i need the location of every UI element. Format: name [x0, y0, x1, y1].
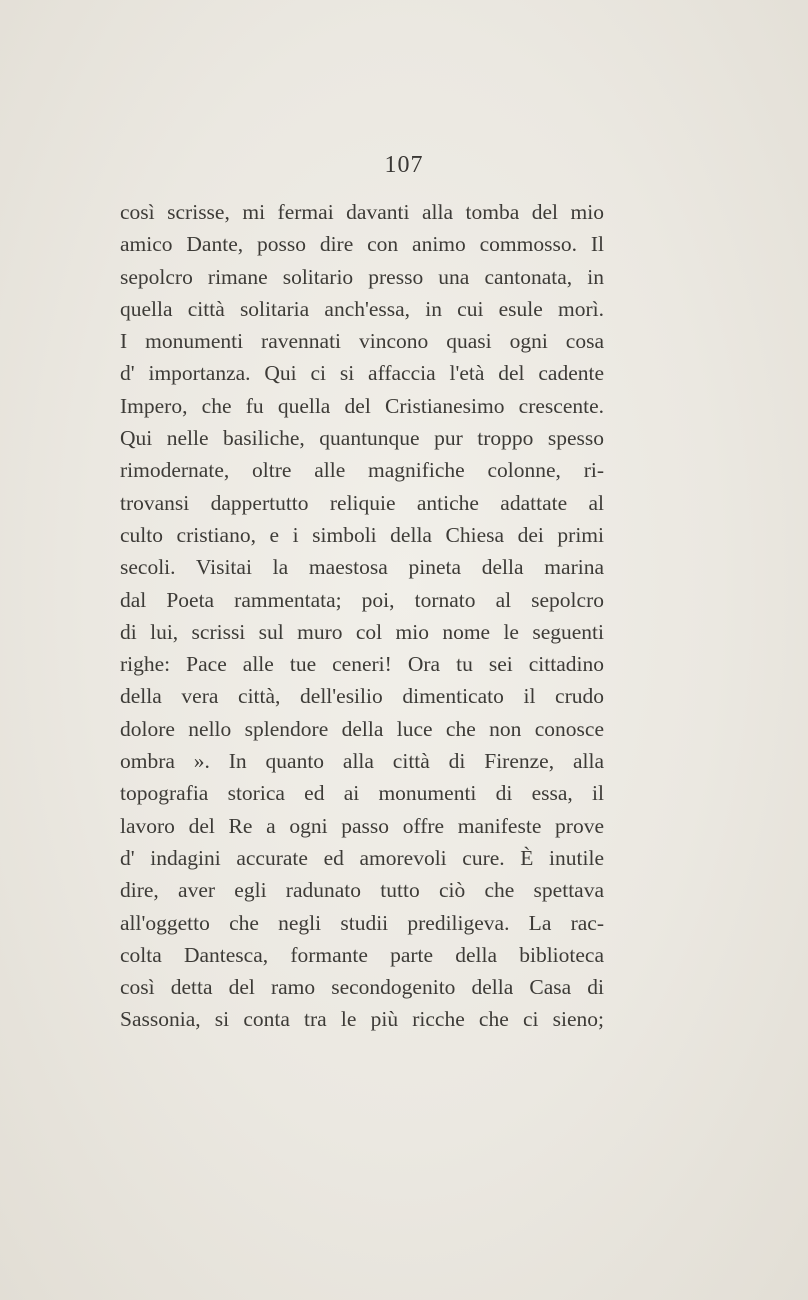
- text-line: topografia storica ed ai monumenti di essa, il: [120, 781, 604, 806]
- text-line: quella città solitaria anch'essa, in cui esule morì.: [120, 296, 604, 321]
- text-line: della vera città, dell'esilio dimenticato il crudo: [120, 684, 604, 709]
- text-line: all'oggetto che negli studii prediligeva. La rac-: [120, 910, 604, 935]
- text-line: trovansi dappertutto reliquie antiche adattate al: [120, 490, 604, 515]
- text-line: lavoro del Re a ogni passo offre manifeste prove: [120, 813, 604, 838]
- text-line: ombra ». In quanto alla città di Firenze, alla: [120, 749, 604, 774]
- text-line: di lui, scrissi sul muro col mio nome le seguenti: [120, 619, 604, 644]
- text-line: rimodernate, oltre alle magnifiche colonne, ri-: [120, 458, 604, 483]
- text-line: dolore nello splendore della luce che non conosce: [120, 716, 604, 741]
- text-line: Impero, che fu quella del Cristianesimo crescente.: [120, 393, 604, 418]
- page-number: 107: [384, 152, 424, 178]
- body-text: [120, 196, 604, 1036]
- text-line: Qui nelle basiliche, quantunque pur troppo spesso: [120, 426, 604, 451]
- text-line: I monumenti ravennati vincono quasi ogni cosa: [120, 329, 604, 354]
- text-line: dal Poeta rammentata; poi, tornato al sepolcro: [120, 587, 604, 612]
- text-line: amico Dante, posso dire con animo commosso. Il: [120, 232, 604, 257]
- text-line: così scrisse, mi fermai davanti alla tomba del mio: [120, 200, 604, 224]
- text-line: Sassonia, si conta tra le più ricche che ci sieno;: [120, 1007, 604, 1032]
- text-line: così detta del ramo secondogenito della Casa di: [120, 975, 604, 1000]
- text-line: colta Dantesca, formante parte della biblioteca: [120, 942, 604, 967]
- text-line: righe: Pace alle tue ceneri! Ora tu sei cittadino: [120, 652, 604, 677]
- text-line: secoli. Visitai la maestosa pineta della marina: [120, 555, 604, 580]
- text-line: dire, aver egli radunato tutto ciò che spettava: [120, 878, 604, 903]
- text-line: culto cristiano, e i simboli della Chiesa dei primi: [120, 522, 604, 547]
- text-line: sepolcro rimane solitario presso una cantonata, in: [120, 264, 604, 289]
- text-line: d' importanza. Qui ci si affaccia l'età del cadente: [120, 361, 604, 386]
- text-line: d' indagini accurate ed amorevoli cure. È inutile: [120, 845, 604, 870]
